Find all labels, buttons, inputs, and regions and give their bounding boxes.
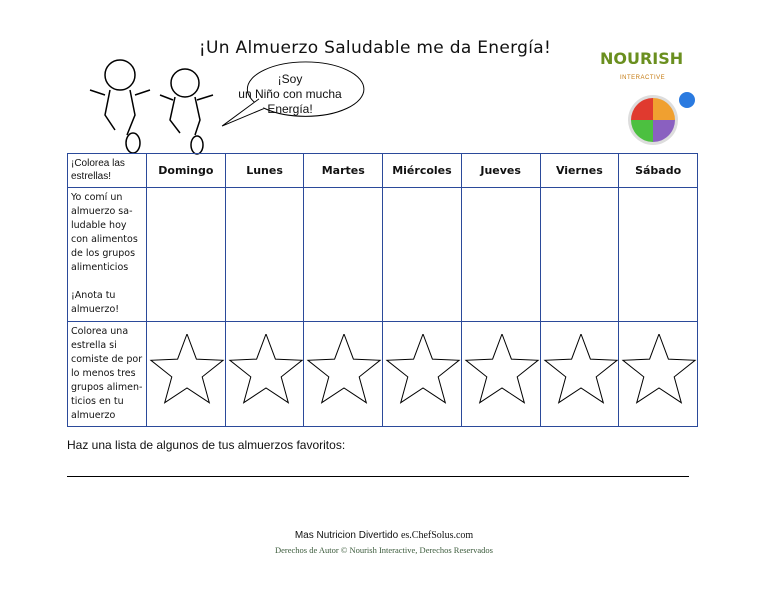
star-icon[interactable] — [619, 334, 699, 410]
speech-bubble-text — [225, 72, 355, 117]
day-sabado: Sábado — [619, 154, 698, 188]
star-cell[interactable] — [540, 322, 619, 427]
label-line: comiste de por — [71, 354, 143, 365]
star-cell[interactable] — [383, 322, 462, 427]
spacer — [71, 275, 143, 289]
lunch-cell[interactable] — [383, 188, 462, 322]
star-icon[interactable] — [541, 334, 621, 410]
star-cell[interactable] — [147, 322, 226, 427]
lunch-row — [68, 188, 698, 322]
label-line: ticios en tu — [71, 396, 124, 407]
label-line: Colorea una — [71, 326, 129, 337]
children-illustration — [85, 55, 225, 155]
lunch-cell[interactable] — [304, 188, 383, 322]
day-martes: Martes — [304, 154, 383, 188]
lunch-cell[interactable] — [225, 188, 304, 322]
nourish-logo: NOURISH — [600, 49, 684, 68]
label-line: almuerzo — [71, 410, 116, 421]
label-line: grupos alimen- — [71, 382, 143, 393]
footer-text: Mas Nutricion Divertido — [294, 530, 399, 541]
star-icon[interactable] — [462, 334, 542, 410]
lunch-cell[interactable] — [147, 188, 226, 322]
day-lunes: Lunes — [225, 154, 304, 188]
lunch-cell[interactable] — [461, 188, 540, 322]
star-cell[interactable] — [304, 322, 383, 427]
label-line: alimenticios — [71, 262, 129, 273]
nourish-logo-subtitle: INTERACTIVE — [620, 75, 666, 81]
label-line: de los grupos — [71, 248, 136, 259]
bubble-line: Energía! — [267, 102, 313, 116]
lunch-cell[interactable] — [540, 188, 619, 322]
lunch-cell[interactable] — [619, 188, 698, 322]
star-cell[interactable] — [619, 322, 698, 427]
bubble-line: un Niño con mucha — [238, 87, 342, 101]
day-miercoles: Miércoles — [383, 154, 462, 188]
label-line: Yo comí un — [71, 192, 123, 203]
label-line: almuerzo! — [71, 304, 120, 315]
star-icon[interactable] — [147, 334, 227, 410]
footer-copyright: Derechos de Autor © Nourish Interactive, Derechos Reservados — [275, 545, 493, 555]
label-line: ludable hoy — [71, 220, 127, 231]
label-line: almuerzo sa- — [71, 206, 133, 217]
star-cell[interactable] — [225, 322, 304, 427]
corner-label: ¡Colorea las estrellas! — [68, 154, 147, 188]
label-line: ¡Anota tu — [71, 290, 116, 301]
footer-site: es.ChefSolus.com — [400, 530, 474, 541]
label-line: estrella si — [71, 340, 117, 351]
day-viernes: Viernes — [540, 154, 619, 188]
star-icon[interactable] — [226, 334, 306, 410]
star-cell[interactable] — [461, 322, 540, 427]
star-icon[interactable] — [304, 334, 384, 410]
day-domingo: Domingo — [147, 154, 226, 188]
favorites-write-line[interactable] — [67, 476, 689, 477]
star-row-label — [68, 322, 147, 427]
label-line: lo menos tres — [71, 368, 136, 379]
weekly-star-chart — [67, 153, 698, 427]
star-row — [68, 322, 698, 427]
bubble-line: ¡Soy — [277, 72, 303, 86]
lunch-row-label — [68, 188, 147, 322]
footer-line1 — [0, 530, 768, 542]
header-row — [68, 154, 698, 188]
favorites-prompt: Haz una lista de algunos de tus almuerzos favoritos: — [67, 438, 346, 452]
day-jueves: Jueves — [461, 154, 540, 188]
star-icon[interactable] — [383, 334, 463, 410]
label-line: con alimentos — [71, 234, 138, 245]
worksheet-title: ¡Un Almuerzo Saludable me da Energía! — [198, 38, 552, 58]
myplate-icon — [625, 90, 697, 146]
